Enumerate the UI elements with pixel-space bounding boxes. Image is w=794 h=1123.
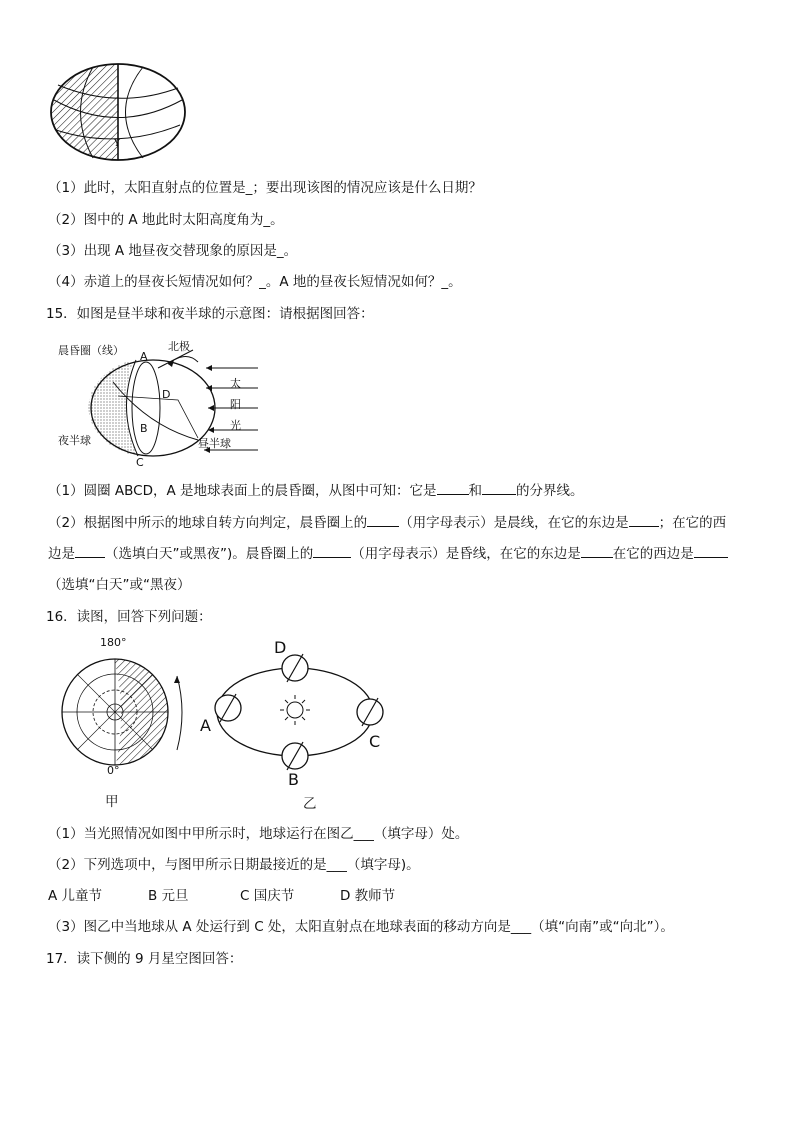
q15-p1-text-c: 的分界线。 [516, 483, 584, 499]
q15-p1-text-b: 和 [468, 483, 482, 499]
jia-top-label: 180° [100, 636, 127, 649]
q16-option-a[interactable]: A 儿童节 [48, 888, 103, 904]
jia-caption: 甲 [105, 794, 119, 810]
yi-caption: 乙 [303, 796, 317, 812]
q15-p2-text-c: ；在它的西 [658, 515, 727, 531]
q15-p3-text-c: （用字母表示）是昏线，在它的东边是 [351, 546, 581, 562]
q15-p3-blank-2[interactable] [313, 545, 351, 558]
q14-item-4: （4）赤道上的昼夜长短情况如何？_。A 地的昼夜长短情况如何？_。 [48, 274, 462, 290]
q16-option-b[interactable]: B 元旦 [148, 888, 189, 904]
q15-part-4: （选填“白天”或“黑夜） [48, 577, 191, 593]
q15-p3-blank-1[interactable] [75, 545, 105, 558]
point-b-label: B [140, 422, 148, 435]
q15-part-2 [48, 513, 726, 533]
point-d-label: D [162, 388, 171, 401]
jia-bottom-label: 0° [107, 764, 120, 777]
q15-p3-text-a: 边是 [48, 546, 75, 562]
q15-p2-blank-1[interactable] [367, 514, 399, 527]
q17-title: 17．读下侧的 9 月星空图回答： [46, 951, 243, 967]
q15-p1-text-a: （1）圆圈 ABCD，A 是地球表面上的晨昏圈，从图中可知：它是 [48, 483, 437, 499]
q15-p2-blank-2[interactable] [629, 514, 659, 527]
yi-position-d: D [274, 638, 287, 657]
sunlight-char-2: 阳 [230, 398, 241, 411]
q14-item-3: （3）出现 A 地昼夜交替现象的原因是_。 [48, 243, 298, 259]
q15-p3-blank-3[interactable] [581, 545, 613, 558]
q16-options [48, 886, 395, 906]
yi-position-a: A [200, 716, 211, 735]
q16-figure-jia [55, 636, 195, 812]
day-hemisphere-label: 昼半球 [198, 437, 231, 450]
q16-part-1: （1）当光照情况如图中甲所示时，地球运行在图乙___（填字母）处。 [48, 826, 469, 842]
yi-position-c: C [369, 732, 381, 751]
terminator-label: 晨昏圈（线） [58, 344, 124, 357]
q15-p1-blank-2[interactable] [482, 482, 516, 495]
q15-p2-text-a: （2）根据图中所示的地球自转方向判定，晨昏圈上的 [48, 515, 368, 531]
q16-option-c[interactable]: C 国庆节 [240, 888, 295, 904]
q15-p1-blank-1[interactable] [437, 482, 469, 495]
q14-globe-figure [48, 60, 188, 165]
q16-figure-yi [195, 636, 395, 812]
north-pole-label: 北极 [168, 340, 190, 353]
point-c-label: C [136, 456, 144, 469]
q16-part-2: （2）下列选项中，与图甲所示日期最接近的是___（填字母)。 [48, 857, 420, 873]
svg-text:Y: Y [114, 139, 120, 149]
q15-p3-blank-4[interactable] [694, 545, 728, 558]
q15-day-night-figure [58, 338, 278, 468]
point-a-label: A [140, 350, 148, 363]
q15-title: 15．如图是昼半球和夜半球的示意图：请根据图回答： [46, 306, 374, 322]
q15-part-1 [48, 481, 584, 501]
q14-item-1: （1）此时，太阳直射点的位置是_；要出现该图的情况应该是什么日期？ [48, 180, 482, 196]
sunlight-char-1: 太 [230, 377, 241, 390]
q16-option-d[interactable]: D 教师节 [340, 888, 396, 904]
night-hemisphere-label: 夜半球 [58, 434, 91, 447]
q15-p2-text-b: （用字母表示）是晨线，在它的东边是 [399, 515, 629, 531]
yi-position-b: B [288, 770, 299, 789]
sunlight-char-3: 光 [230, 419, 241, 432]
q16-part-3: （3）图乙中当地球从 A 处运行到 C 处，太阳直射点在地球表面的移动方向是___（填“向南”或“向北”）。 [48, 919, 674, 935]
q15-part-3 [48, 544, 728, 564]
q16-title: 16．读图，回答下列问题： [46, 609, 212, 625]
q15-p3-text-d: 在它的西边是 [612, 546, 694, 562]
q15-p3-text-b: （选填白天”或黑夜”)。晨昏圈上的 [105, 546, 314, 562]
q14-item-2: （2）图中的 A 地此时太阳高度角为_。 [48, 212, 284, 228]
